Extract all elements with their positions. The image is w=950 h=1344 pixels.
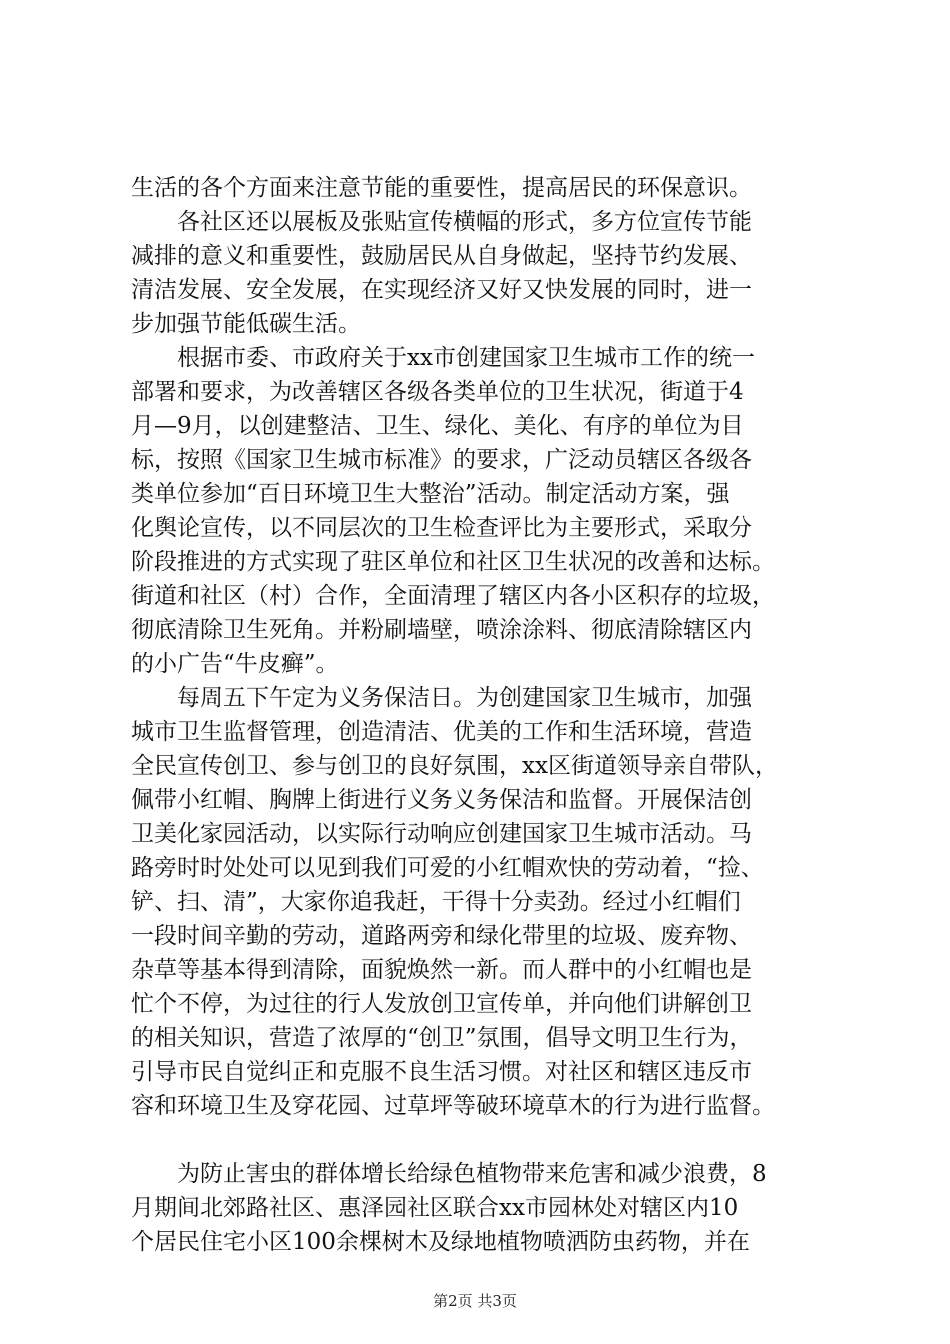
text-line: 每周五下午定为义务保洁日。为创建国家卫生城市，加强 bbox=[177, 685, 752, 711]
text-line: 全民宣传创卫、参与创卫的良好氛围，xx区街道领导亲自带队， bbox=[131, 753, 778, 779]
text-line: 化舆论宣传，以不同层次的卫生检查评比为主要形式，采取分 bbox=[131, 515, 752, 541]
text-line: 类单位参加“百日环境卫生大整治”活动。制定活动方案，强 bbox=[131, 481, 730, 507]
text-line: 的相关知识，营造了浓厚的“创卫”氛围，倡导文明卫生行为， bbox=[131, 1025, 753, 1051]
text-line: 杂草等基本得到清除，面貌焕然一新。而人群中的小红帽也是 bbox=[131, 957, 752, 983]
text-line: 各社区还以展板及张贴宣传横幅的形式，多方位宣传节能 bbox=[177, 209, 752, 235]
text-line: 步加强节能低碳生活。 bbox=[131, 311, 361, 337]
text-line: 一段时间辛勤的劳动，道路两旁和绿化带里的垃圾、废弃物、 bbox=[131, 923, 752, 949]
document-body bbox=[131, 171, 831, 1259]
text-line: 标，按照《国家卫生城市标准》的要求，广泛动员辖区各级各 bbox=[131, 447, 752, 473]
text-line: 的小广告“牛皮癣”。 bbox=[131, 651, 339, 677]
text-line: 忙个不停，为过往的行人发放创卫宣传单，并向他们讲解创卫 bbox=[131, 991, 752, 1017]
text-line: 卫美化家园活动，以实际行动响应创建国家卫生城市活动。马 bbox=[131, 821, 752, 847]
text-line bbox=[131, 1123, 831, 1157]
text-line: 街道和社区（村）合作，全面清理了辖区内各小区积存的垃圾， bbox=[131, 583, 775, 609]
text-line: 月期间北郊路社区、惠泽园社区联合xx市园林处对辖区内10 bbox=[131, 1195, 739, 1221]
text-line: 阶段推进的方式实现了驻区单位和社区卫生状况的改善和达标。 bbox=[131, 549, 775, 575]
text-line: 容和环境卫生及穿花园、过草坪等破环境草木的行为进行监督。 bbox=[131, 1093, 775, 1119]
text-line: 部署和要求，为改善辖区各级各类单位的卫生状况，街道于4 bbox=[131, 379, 744, 405]
page-footer: 第2页 共3页 bbox=[433, 1292, 517, 1310]
text-line: 为防止害虫的群体增长给绿色植物带来危害和减少浪费，8 bbox=[177, 1161, 767, 1187]
text-line: 清洁发展、安全发展，在实现经济又好又快发展的同时，进一 bbox=[131, 277, 752, 303]
text-line: 引导市民自觉纠正和克服不良生活习惯。对社区和辖区违反市 bbox=[131, 1059, 752, 1085]
text-line: 个居民住宅小区100余棵树木及绿地植物喷洒防虫药物，并在 bbox=[131, 1229, 750, 1255]
text-line: 佩带小红帽、胸牌上街进行义务义务保洁和监督。开展保洁创 bbox=[131, 787, 752, 813]
text-line: 彻底清除卫生死角。并粉刷墙壁，喷涂涂料、彻底清除辖区内 bbox=[131, 617, 752, 643]
text-line: 路旁时时处处可以见到我们可爱的小红帽欢快的劳动着，“捡、 bbox=[131, 855, 764, 881]
text-line: 铲、扫、清”，大家你追我赶，干得十分卖劲。经过小红帽们 bbox=[131, 889, 741, 915]
text-line: 城市卫生监督管理，创造清洁、优美的工作和生活环境，营造 bbox=[131, 719, 752, 745]
text-line: 减排的意义和重要性，鼓励居民从自身做起，坚持节约发展、 bbox=[131, 243, 752, 269]
text-line: 月—9月，以创建整洁、卫生、绿化、美化、有序的单位为目 bbox=[131, 413, 744, 439]
text-line: 根据市委、市政府关于xx市创建国家卫生城市工作的统一 bbox=[177, 345, 755, 371]
text-line: 生活的各个方面来注意节能的重要性，提高居民的环保意识。 bbox=[131, 175, 752, 201]
